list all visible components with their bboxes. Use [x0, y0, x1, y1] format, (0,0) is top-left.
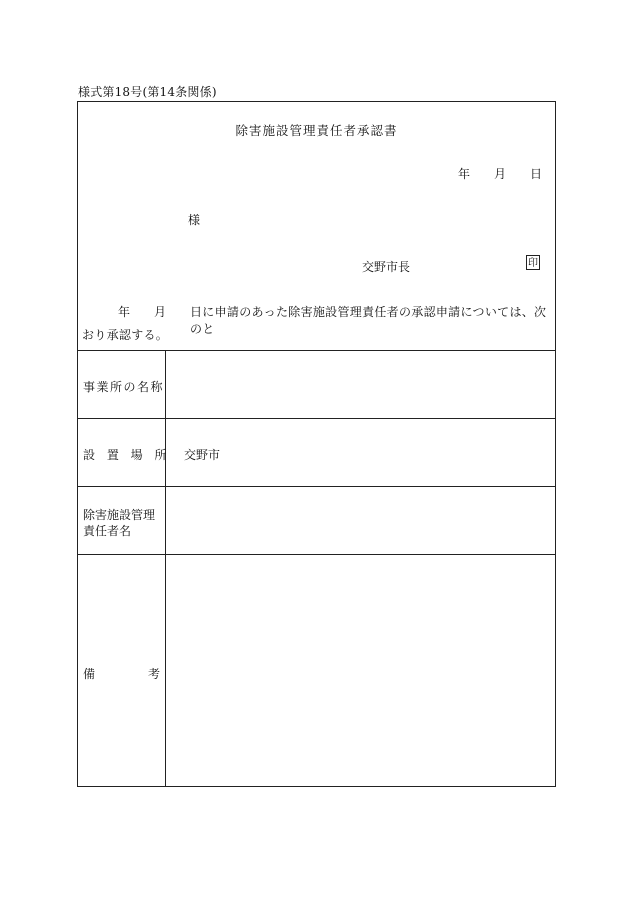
body-month-label: 月 [154, 305, 167, 319]
form-number-caption: 様式第18号(第14条関係) [78, 85, 217, 99]
manager-label-line-2: 責任者名 [83, 524, 132, 538]
table-row-manager-name [78, 486, 555, 554]
location-value-cell[interactable] [166, 419, 555, 486]
date-day-label: 日 [530, 167, 543, 181]
body-year-label: 年 [118, 305, 131, 319]
date-year-label: 年 [458, 167, 471, 181]
date-month-label: 月 [494, 167, 507, 181]
remarks-label-right: 考 [148, 667, 161, 681]
location-label: 設 置 場 所 [83, 448, 171, 462]
addressee-honorific: 様 [188, 213, 201, 227]
label-cell [78, 351, 166, 418]
body-text-line-2: おり承認する。 [82, 328, 169, 342]
remarks-label-left: 備 [83, 667, 96, 681]
table-row-remarks [78, 554, 555, 787]
seal-stamp-box: 印 [526, 255, 540, 270]
location-value: 交野市 [184, 448, 221, 462]
remarks-value-cell[interactable] [166, 555, 555, 787]
table-row-business-name [78, 350, 555, 418]
business-name-value-cell[interactable] [166, 351, 555, 418]
label-cell [78, 487, 166, 554]
issuer-name: 交野市長 [362, 260, 411, 274]
business-name-label: 事業所の名称 [83, 380, 165, 394]
table-row-location [78, 418, 555, 486]
manager-label-line-1: 除害施設管理 [83, 508, 156, 522]
body-text-line-1: 日に申請のあった除害施設管理責任者の承認申請については、次のと [190, 305, 547, 336]
label-cell [78, 419, 171, 486]
label-cell [78, 555, 166, 787]
manager-name-value-cell[interactable] [166, 487, 555, 554]
approval-form-frame [77, 101, 556, 787]
document-title: 除害施設管理責任者承認書 [235, 123, 398, 138]
